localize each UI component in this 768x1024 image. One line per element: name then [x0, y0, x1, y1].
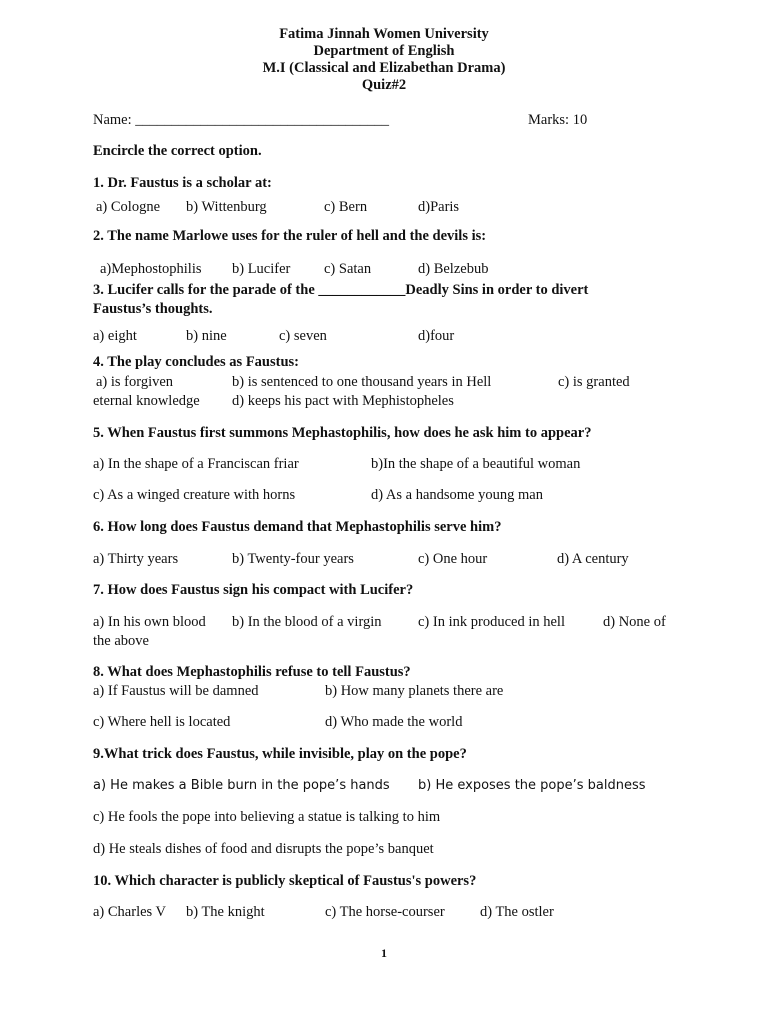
q1-option-b: b) Wittenburg: [186, 199, 267, 215]
instruction-text: Encircle the correct option.: [93, 143, 262, 159]
q10-option-b: b) The knight: [186, 904, 265, 920]
question-3-line-2: Faustus’s thoughts.: [93, 301, 213, 317]
question-7: 7. How does Faustus sign his compact with Lucifer?: [93, 582, 414, 598]
q9-option-b: b) He exposes the pope’s baldness: [418, 778, 646, 793]
q3-option-c: c) seven: [279, 328, 327, 344]
document-header: [0, 26, 768, 94]
q3-option-b: b) nine: [186, 328, 227, 344]
university-name: Fatima Jinnah Women University: [279, 26, 489, 42]
q4-option-c: c) is granted: [558, 374, 630, 390]
question-3-line-1: 3. Lucifer calls for the parade of the ____________Deadly Sins in order to divert: [93, 282, 589, 298]
q5-option-b: b)In the shape of a beautiful woman: [371, 456, 581, 472]
q2-option-a: a)Mephostophilis: [100, 261, 202, 277]
name-field-label: Name: ___________________________________: [93, 112, 390, 128]
q5-option-d: d) As a handsome young man: [371, 487, 543, 503]
q7-option-b: b) In the blood of a virgin: [232, 614, 382, 630]
q7-option-d-continued: the above: [93, 633, 149, 649]
q7-option-c: c) In ink produced in hell: [418, 614, 565, 630]
q7-option-d: d) None of: [603, 614, 666, 630]
question-6: 6. How long does Faustus demand that Mephastophilis serve him?: [93, 519, 502, 535]
question-2: 2. The name Marlowe uses for the ruler of hell and the devils is:: [93, 228, 487, 244]
question-10: 10. Which character is publicly skeptical of Faustus's powers?: [93, 873, 477, 889]
question-9: 9.What trick does Faustus, while invisible, play on the pope?: [93, 746, 467, 762]
q8-option-b: b) How many planets there are: [325, 683, 504, 699]
q6-option-b: b) Twenty-four years: [232, 551, 354, 567]
q6-option-a: a) Thirty years: [93, 551, 179, 567]
q4-option-d: d) keeps his pact with Mephistopheles: [232, 393, 454, 409]
q4-option-b: b) is sentenced to one thousand years in Hell: [232, 374, 492, 390]
q4-option-a: a) is forgiven: [96, 374, 174, 390]
q2-option-b: b) Lucifer: [232, 261, 291, 277]
marks-label: Marks: 10: [528, 112, 588, 128]
q2-option-d: d) Belzebub: [418, 261, 489, 277]
q6-option-c: c) One hour: [418, 551, 488, 567]
q10-option-a: a) Charles V: [93, 904, 167, 920]
q1-option-a: a) Cologne: [96, 199, 161, 215]
q5-option-a: a) In the shape of a Franciscan friar: [93, 456, 299, 472]
q1-option-c: c) Bern: [324, 199, 368, 215]
q2-option-c: c) Satan: [324, 261, 372, 277]
question-4: 4. The play concludes as Faustus:: [93, 354, 299, 370]
q4-option-c-continued: eternal knowledge: [93, 393, 200, 409]
q1-option-d: d)Paris: [418, 199, 460, 215]
q6-option-d: d) A century: [557, 551, 629, 567]
q10-option-c: c) The horse-courser: [325, 904, 445, 920]
page-number: 1: [381, 946, 387, 960]
department-name: Department of English: [313, 43, 455, 59]
question-1: 1. Dr. Faustus is a scholar at:: [93, 175, 272, 191]
q5-option-c: c) As a winged creature with horns: [93, 487, 296, 503]
q10-option-d: d) The ostler: [480, 904, 554, 920]
question-5: 5. When Faustus first summons Mephastophilis, how does he ask him to appear?: [93, 425, 592, 441]
q8-option-a: a) If Faustus will be damned: [93, 683, 259, 699]
course-title: M.I (Classical and Elizabethan Drama): [262, 60, 506, 76]
q9-option-c: c) He fools the pope into believing a statue is talking to him: [93, 809, 441, 825]
q9-option-a: a) He makes a Bible burn in the pope’s hands: [93, 778, 390, 793]
q3-option-d: d)four: [418, 328, 455, 344]
q3-option-a: a) eight: [93, 328, 137, 344]
q9-option-d: d) He steals dishes of food and disrupts the pope’s banquet: [93, 841, 434, 857]
q8-option-c: c) Where hell is located: [93, 714, 231, 730]
question-8: 8. What does Mephastophilis refuse to tell Faustus?: [93, 664, 411, 680]
quiz-title: Quiz#2: [361, 77, 407, 93]
q7-option-a: a) In his own blood: [93, 614, 206, 630]
q8-option-d: d) Who made the world: [325, 714, 463, 730]
